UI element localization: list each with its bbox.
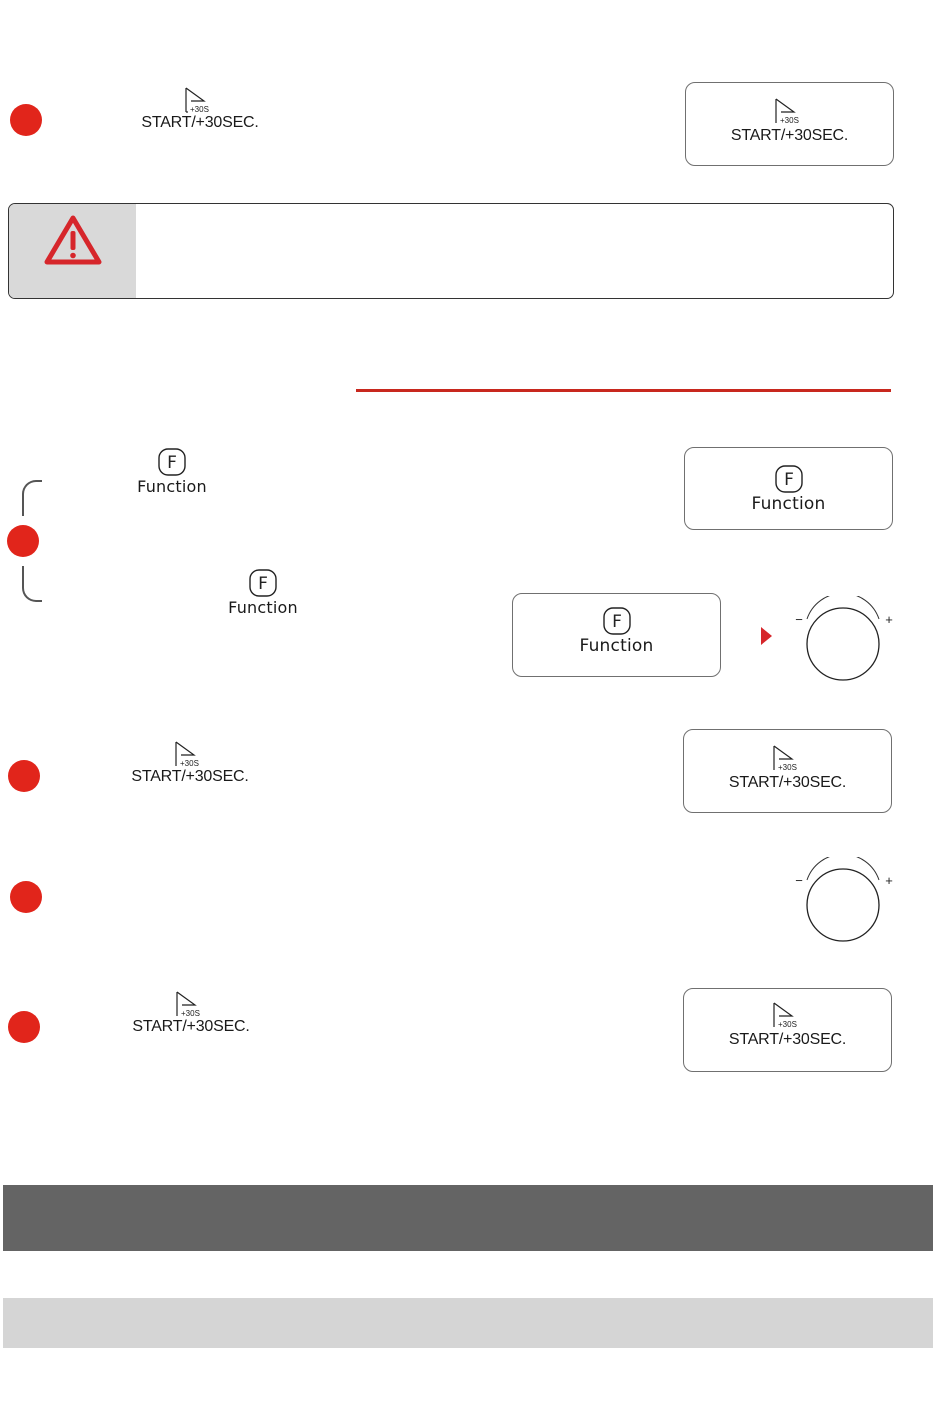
step-marker-2 — [7, 525, 39, 557]
start-label: START/+30SEC. — [728, 1031, 847, 1048]
dial-knob-icon[interactable] — [790, 596, 896, 684]
start-icon-badge: +30S — [181, 1009, 200, 1018]
warning-side-panel — [9, 204, 136, 298]
start-label: START/+30SEC. — [132, 1018, 250, 1035]
function-icon — [774, 464, 804, 494]
warning-box — [8, 203, 894, 299]
start-icon-badge: +30S — [779, 116, 799, 125]
function-label: Function — [579, 636, 654, 656]
function-icon — [602, 606, 632, 636]
step-bracket-top — [22, 480, 42, 516]
function-icon-letter: F — [611, 612, 622, 632]
step-marker-5 — [8, 1011, 40, 1043]
function-icon — [157, 447, 187, 477]
play-icon — [771, 1001, 805, 1029]
warning-triangle-icon — [43, 214, 103, 266]
function-icon-letter: F — [783, 470, 794, 490]
start-button-panel[interactable] — [683, 729, 892, 813]
start-icon-badge: +30S — [180, 759, 199, 768]
play-icon — [771, 744, 805, 772]
knob-minus-label: − — [795, 873, 803, 888]
start-button-panel[interactable] — [685, 82, 894, 166]
start-icon-badge: +30S — [777, 1020, 797, 1029]
function-label: Function — [228, 598, 298, 617]
step-marker-1 — [10, 104, 42, 136]
function-label: Function — [751, 494, 826, 514]
step-bracket-bottom — [22, 566, 42, 602]
function-icon — [248, 568, 278, 598]
subsection-header-bar — [3, 1298, 933, 1348]
start-button-inline — [130, 740, 250, 786]
function-button-panel-1[interactable] — [684, 447, 893, 530]
start-button-panel[interactable] — [683, 988, 892, 1072]
knob-minus-label: − — [795, 612, 803, 627]
function-button-inline-1 — [122, 447, 222, 496]
arrow-right-icon — [760, 626, 774, 646]
step-marker-4 — [10, 881, 42, 913]
start-icon-badge: +30S — [190, 105, 209, 114]
start-icon-badge: +30S — [777, 763, 797, 772]
knob-plus-label: + — [885, 612, 893, 627]
knob-plus-label: + — [885, 873, 893, 888]
start-button-inline — [140, 86, 260, 132]
function-label: Function — [137, 477, 207, 496]
function-icon-letter: F — [258, 574, 268, 594]
dial-knob-icon[interactable] — [790, 857, 896, 945]
start-button-inline — [131, 990, 251, 1036]
start-label: START/+30SEC. — [131, 768, 249, 785]
play-icon — [773, 97, 807, 125]
section-header-bar — [3, 1185, 933, 1251]
function-button-panel-2[interactable] — [512, 593, 721, 677]
play-icon — [183, 86, 217, 114]
play-icon — [174, 990, 208, 1018]
function-icon-letter: F — [167, 453, 177, 473]
start-label: START/+30SEC. — [728, 774, 847, 791]
function-button-inline-2 — [213, 568, 313, 617]
start-label: START/+30SEC. — [141, 114, 259, 131]
step-marker-3 — [8, 760, 40, 792]
play-icon — [173, 740, 207, 768]
start-label: START/+30SEC. — [730, 127, 849, 144]
section-divider — [356, 389, 891, 392]
